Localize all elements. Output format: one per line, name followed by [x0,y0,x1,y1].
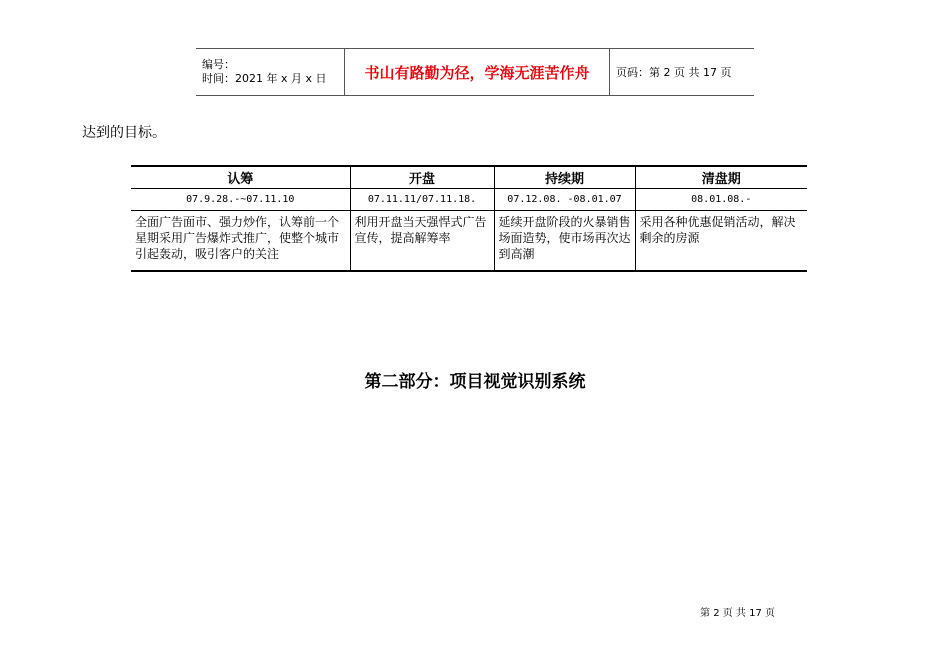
intro-text: 达到的目标。 [82,125,166,141]
table-row-descriptions [131,211,807,272]
code-label: 编号： [202,58,235,71]
section-title: 第二部分：项目视觉识别系统 [364,372,586,392]
header-motto: 书山有路勤为径，学海无涯苦作舟 [345,49,610,96]
header-page-info: 页码：第 2 页 共 17 页 [616,66,732,79]
description-cell: 延续开盘阶段的火暴销售场面造势，使市场再次达到高潮 [494,211,635,272]
page-header [196,48,754,96]
table-header-row [131,166,807,189]
description-cell: 全面广告面市、强力炒作，认筹前一个星期采用广告爆炸式推广，使整个城市引起轰动，吸引客户的关注 [131,211,350,272]
header-cell: 开盘 [350,166,494,189]
header-cell: 认筹 [131,166,350,189]
description-cell: 利用开盘当天强悍式广告宣传，提高解筹率 [350,211,494,272]
date-cell: 07.9.28.-~07.11.10 [131,189,350,211]
header-cell: 持续期 [494,166,635,189]
table-row-dates [131,189,807,211]
promotion-plan-table [131,165,807,272]
time-label: 时间：2021 年 x 月 x 日 [202,72,327,85]
page-footer: 第 2 页 共 17 页 [700,608,775,619]
header-cell: 清盘期 [635,166,807,189]
date-cell: 08.01.08.- [635,189,807,211]
date-cell: 07.12.08. -08.01.07 [494,189,635,211]
description-cell: 采用各种优惠促销活动，解决剩余的房源 [639,215,796,245]
header-meta [196,49,345,96]
date-cell: 07.11.11/07.11.18. [350,189,494,211]
